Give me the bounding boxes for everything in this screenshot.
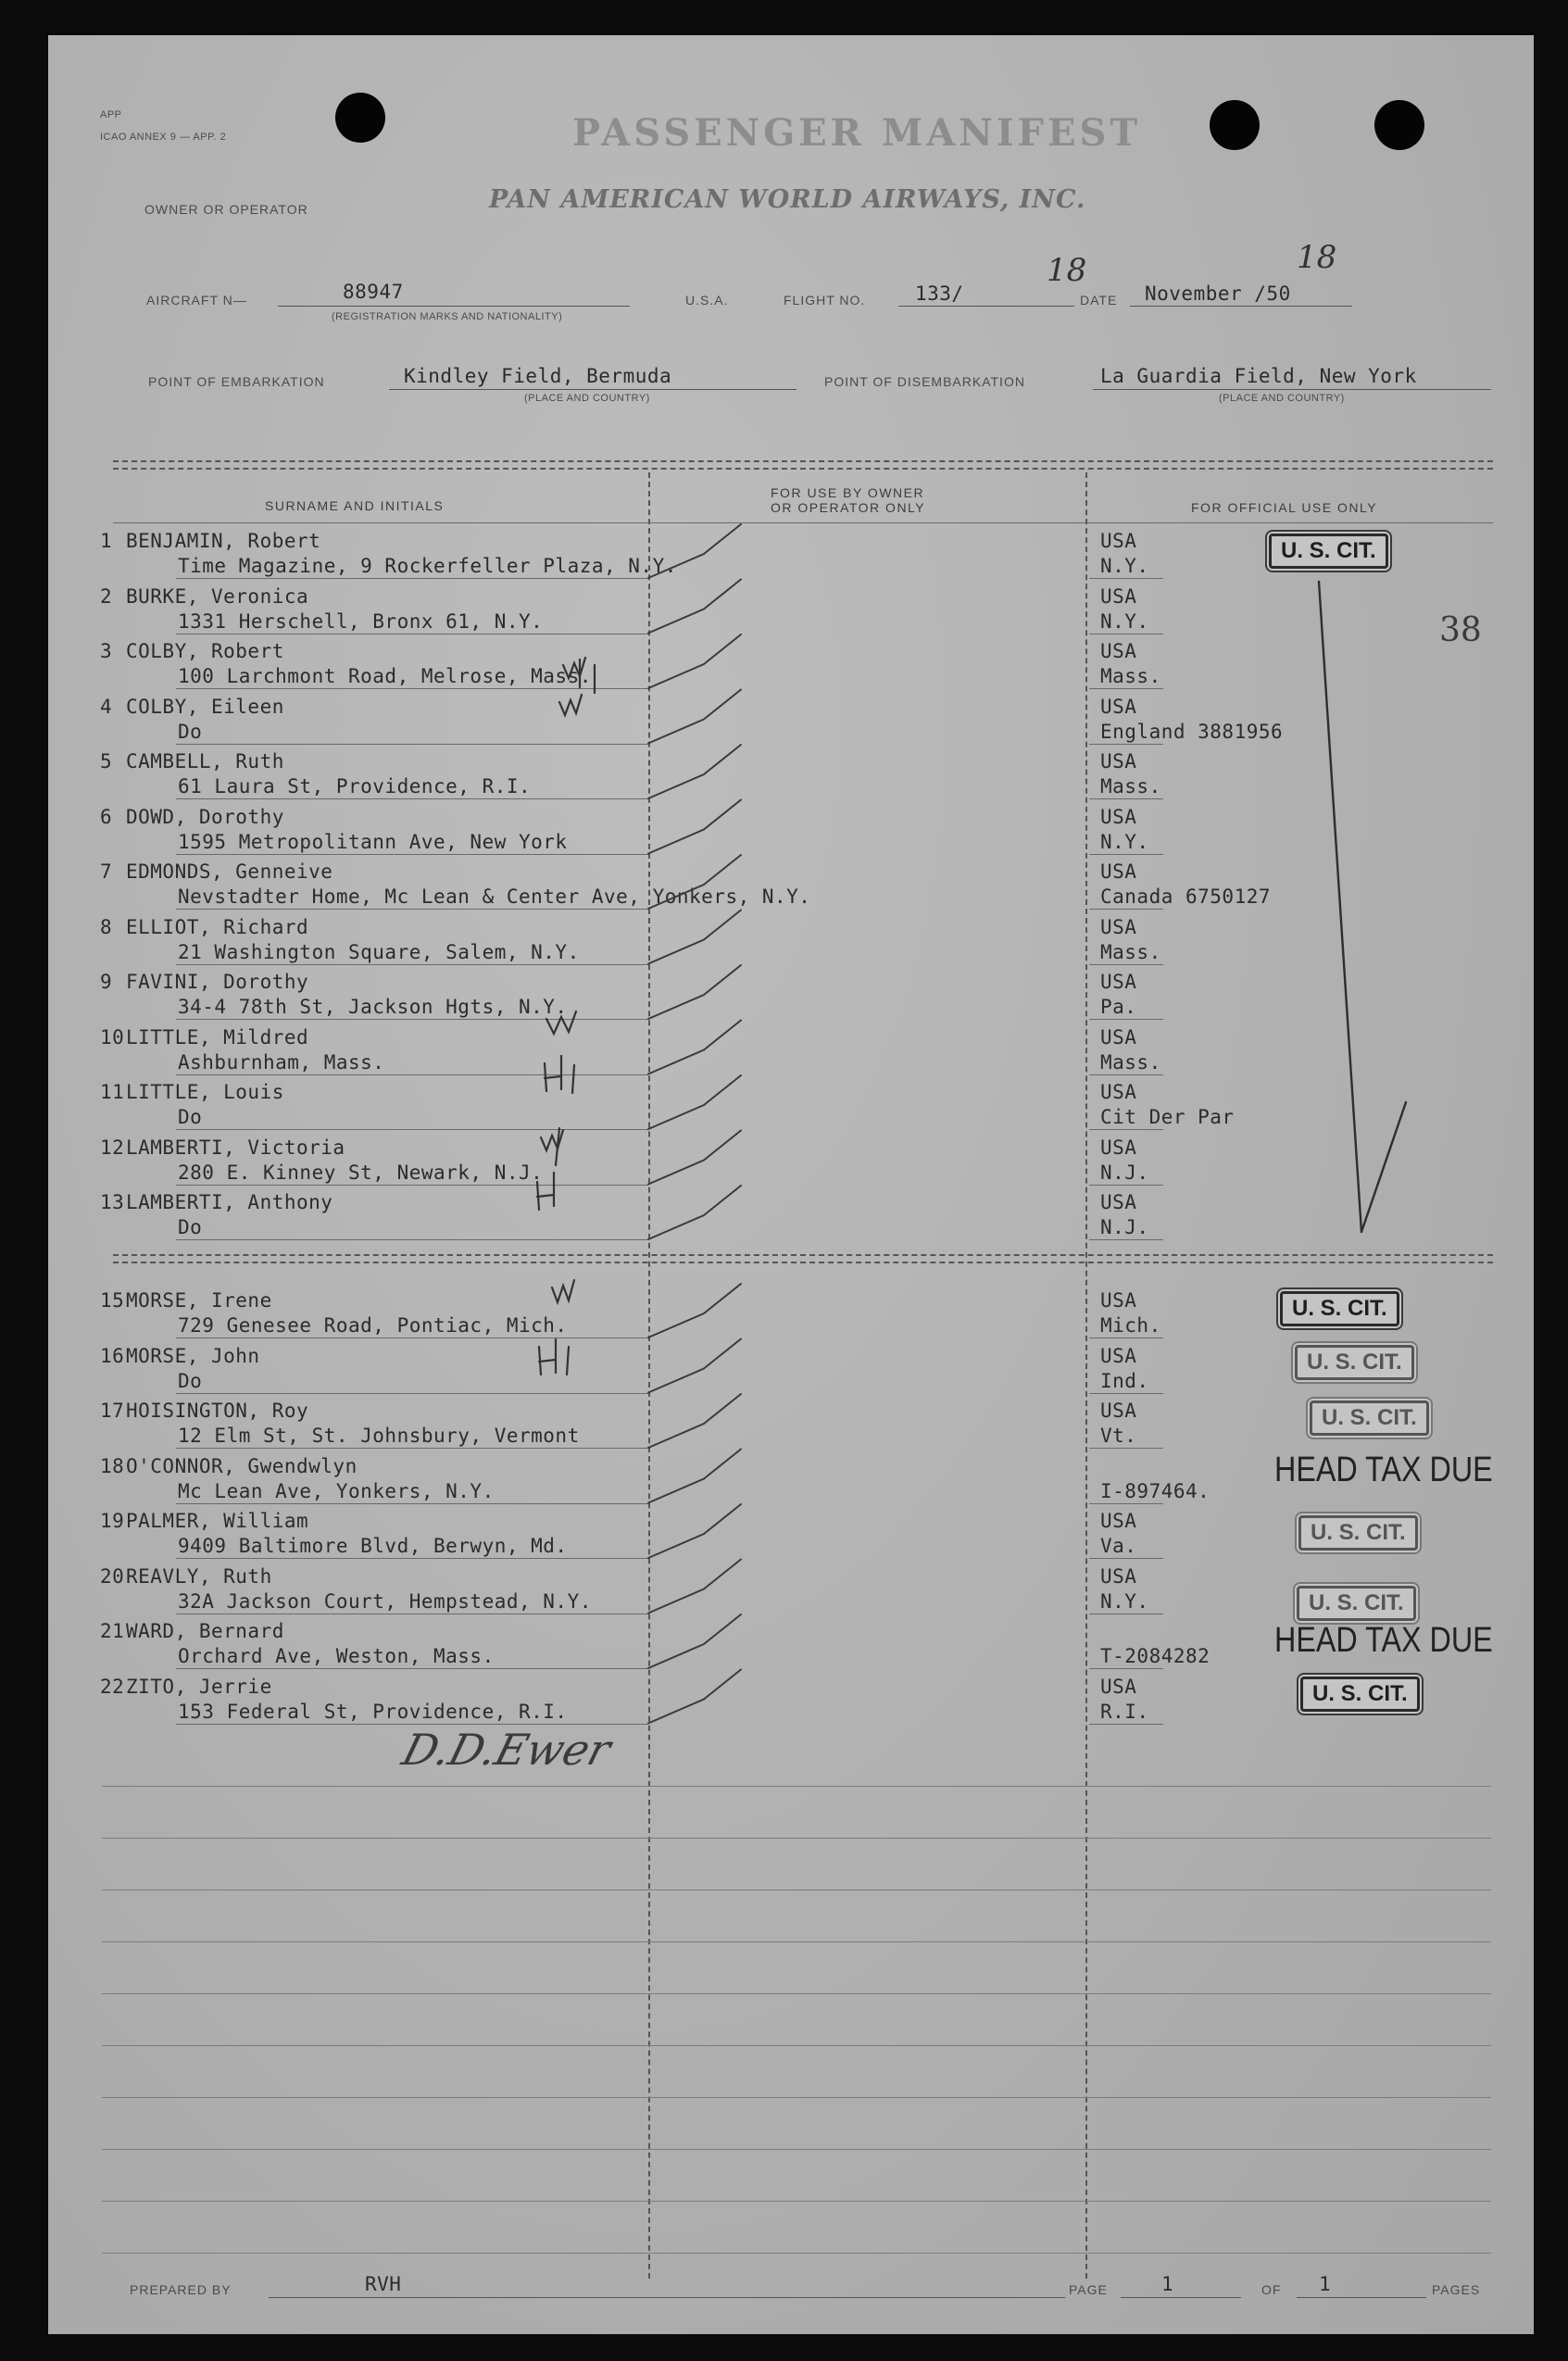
tick-mark	[648, 1614, 741, 1668]
official-nationality: USA	[1100, 1400, 1137, 1422]
official-residence: N.J.	[1100, 1216, 1149, 1238]
official-residence: Ind.	[1100, 1369, 1149, 1392]
of-label: OF	[1261, 2282, 1282, 2297]
official-residence: Mass.	[1100, 1050, 1161, 1074]
owner-label: OWNER OR OPERATOR	[144, 202, 308, 217]
passenger-name: EDMONDS, Genneive	[126, 860, 333, 883]
tick-mark	[648, 855, 741, 909]
official-nationality: USA	[1100, 695, 1137, 718]
official-nationality: USA	[1100, 530, 1137, 552]
official-residence: England 3881956	[1100, 720, 1284, 743]
passenger-address: Nevstadter Home, Mc Lean & Center Ave, Yonkers, N.Y.	[178, 885, 811, 908]
official-nationality: USA	[1100, 1136, 1137, 1159]
head-tax-stamp: HEAD TAX DUE	[1274, 1451, 1493, 1489]
official-nationality: USA	[1100, 1289, 1137, 1312]
official-residence: Mass.	[1100, 665, 1161, 687]
passenger-address: 21 Washington Square, Salem, N.Y.	[178, 940, 580, 963]
official-residence: N.Y.	[1100, 1589, 1149, 1613]
passenger-name: LAMBERTI, Anthony	[126, 1191, 333, 1213]
official-nationality: USA	[1100, 1564, 1137, 1588]
tick-mark	[648, 1021, 741, 1074]
page-label: PAGE	[1069, 2282, 1108, 2297]
tick-mark	[648, 800, 741, 854]
aircraft-sub: (REGISTRATION MARKS AND NATIONALITY)	[332, 311, 563, 322]
usa-label: U.S.A.	[685, 293, 729, 308]
passenger-name: HOISINGTON, Roy	[126, 1400, 309, 1422]
official-residence: Mass.	[1100, 775, 1161, 797]
passenger-address: 34-4 78th St, Jackson Hgts, N.Y.	[178, 996, 568, 1018]
tick-mark	[648, 1504, 741, 1558]
pages-label: PAGES	[1432, 2282, 1481, 2297]
page-count: 1	[1319, 2273, 1332, 2295]
passenger-name: COLBY, Robert	[126, 640, 284, 662]
passenger-address: 9409 Baltimore Blvd, Berwyn, Md.	[178, 1535, 568, 1557]
tick-mark	[648, 1339, 741, 1393]
flight-handwritten: 18	[1047, 252, 1087, 289]
passenger-address: 153 Federal St, Providence, R.I.	[178, 1700, 568, 1723]
official-nationality: USA	[1100, 750, 1137, 772]
official-residence: Mich.	[1100, 1314, 1161, 1337]
form-code-annex: ICAO ANNEX 9 — APP. 2	[100, 132, 227, 143]
official-residence: R.I.	[1100, 1700, 1149, 1723]
date-label: DATE	[1080, 293, 1118, 308]
aircraft-label: AIRCRAFT N—	[146, 293, 247, 308]
disembark-sub: (PLACE AND COUNTRY)	[1219, 393, 1345, 404]
passenger-number: 4	[100, 695, 113, 718]
prepared-by-label: PREPARED BY	[130, 2282, 232, 2297]
passenger-name: COLBY, Eileen	[126, 695, 284, 718]
official-nationality: USA	[1100, 1025, 1137, 1049]
passenger-number: 11	[100, 1081, 125, 1103]
passenger-number: 13	[100, 1191, 125, 1213]
passenger-number: 20	[100, 1564, 125, 1588]
passenger-name: LITTLE, Louis	[126, 1081, 284, 1103]
us-cit-stamp: U. S. CIT.	[1295, 1345, 1414, 1380]
page-number: 1	[1161, 2273, 1174, 2295]
official-nationality: USA	[1100, 1510, 1137, 1532]
passenger-number: 16	[100, 1344, 125, 1367]
passenger-address: 61 Laura St, Providence, R.I.	[178, 775, 532, 797]
passenger-number: 10	[100, 1025, 125, 1049]
passenger-name: LAMBERTI, Victoria	[126, 1136, 345, 1159]
passenger-address: Ashburnham, Mass.	[178, 1050, 385, 1074]
passenger-name: WARD, Bernard	[126, 1620, 284, 1642]
official-residence: I-897464.	[1100, 1479, 1210, 1502]
official-residence: Vt.	[1100, 1425, 1137, 1447]
passenger-number: 19	[100, 1510, 125, 1532]
passenger-name: MORSE, Irene	[126, 1289, 272, 1312]
official-nationality: USA	[1100, 640, 1137, 662]
passenger-number: 3	[100, 640, 113, 662]
passenger-number: 21	[100, 1620, 125, 1642]
prepared-by-value: RVH	[365, 2273, 402, 2295]
official-nationality: USA	[1100, 1675, 1137, 1698]
flight-label: FLIGHT NO.	[784, 293, 866, 308]
us-cit-stamp: U. S. CIT.	[1297, 1586, 1416, 1621]
tick-mark	[648, 1284, 741, 1337]
passenger-name: CAMBELL, Ruth	[126, 750, 284, 772]
passenger-address: 280 E. Kinney St, Newark, N.J.	[178, 1161, 544, 1184]
passenger-number: 22	[100, 1675, 125, 1698]
owner-value: PAN AMERICAN WORLD AIRWAYS, INC.	[489, 185, 1086, 214]
passenger-name: DOWD, Dorothy	[126, 805, 284, 828]
tick-mark	[648, 690, 741, 744]
embark-value: Kindley Field, Bermuda	[404, 365, 672, 387]
passenger-name: MORSE, John	[126, 1344, 260, 1367]
official-nationality: USA	[1100, 584, 1137, 608]
col-header-owner-use: FOR USE BY OWNER	[771, 485, 925, 500]
passenger-address: 12 Elm St, St. Johnsbury, Vermont	[178, 1425, 580, 1447]
page-title: PASSENGER MANIFEST	[572, 111, 1142, 155]
passenger-address: Do	[178, 1216, 203, 1238]
passenger-number: 5	[100, 750, 113, 772]
tick-mark	[648, 1186, 741, 1239]
margin-note: 38	[1439, 611, 1482, 649]
official-residence: N.Y.	[1100, 609, 1149, 633]
official-nationality: USA	[1100, 1344, 1137, 1367]
official-residence: N.Y.	[1100, 830, 1149, 853]
official-nationality: USA	[1100, 860, 1137, 883]
passenger-address: Do	[178, 720, 203, 743]
passenger-number: 7	[100, 860, 113, 883]
passenger-name: ELLIOT, Richard	[126, 915, 309, 938]
embark-label: POINT OF EMBARKATION	[148, 374, 325, 389]
date-handwritten: 18	[1297, 239, 1337, 276]
us-cit-stamp: U. S. CIT.	[1300, 1677, 1420, 1712]
head-tax-stamp: HEAD TAX DUE	[1274, 1621, 1493, 1660]
date-value: November /50	[1145, 283, 1291, 305]
passenger-address: 100 Larchmont Road, Melrose, Mass.	[178, 665, 592, 687]
passenger-address: Do	[178, 1106, 203, 1128]
us-cit-stamp: U. S. CIT.	[1280, 1291, 1399, 1326]
aircraft-value: 88947	[343, 281, 404, 303]
official-residence: Canada 6750127	[1100, 885, 1272, 908]
passenger-number: 8	[100, 915, 113, 938]
passenger-number: 15	[100, 1289, 125, 1312]
passenger-address: 32A Jackson Court, Hempstead, N.Y.	[178, 1589, 592, 1613]
tick-mark	[648, 580, 741, 634]
us-cit-stamp: U. S. CIT.	[1298, 1515, 1418, 1551]
us-cit-stamp: U. S. CIT.	[1269, 534, 1388, 569]
tick-mark	[648, 1131, 741, 1185]
passenger-address: Orchard Ave, Weston, Mass.	[178, 1645, 495, 1667]
passenger-name: PALMER, William	[126, 1510, 309, 1532]
official-residence: T-2084282	[1100, 1645, 1210, 1667]
passenger-name: FAVINI, Dorothy	[126, 971, 309, 993]
flight-value: 133/	[915, 283, 964, 305]
col-header-official: FOR OFFICIAL USE ONLY	[1191, 500, 1378, 515]
tick-mark	[648, 634, 741, 688]
tick-mark	[648, 1560, 741, 1614]
official-nationality: USA	[1100, 971, 1137, 993]
us-cit-stamp: U. S. CIT.	[1310, 1400, 1429, 1436]
official-nationality: USA	[1100, 915, 1137, 938]
tick-mark	[648, 965, 741, 1019]
tick-mark	[648, 524, 741, 578]
official-residence: Va.	[1100, 1535, 1137, 1557]
disembark-value: La Guardia Field, New York	[1100, 365, 1417, 387]
passenger-number: 18	[100, 1454, 125, 1477]
col-header-surname: SURNAME AND INITIALS	[265, 498, 445, 513]
tick-mark	[648, 910, 741, 964]
passenger-number: 6	[100, 805, 113, 828]
passenger-address: Time Magazine, 9 Rockerfeller Plaza, N.Y.	[178, 555, 677, 577]
official-residence: Cit Der Par	[1100, 1106, 1235, 1128]
passenger-number: 2	[100, 584, 113, 608]
disembark-label: POINT OF DISEMBARKATION	[824, 374, 1025, 389]
passenger-number: 12	[100, 1136, 125, 1159]
official-residence: N.J.	[1100, 1161, 1149, 1184]
passenger-name: ZITO, Jerrie	[126, 1675, 272, 1698]
passenger-name: O'CONNOR, Gwendwlyn	[126, 1454, 358, 1477]
embark-sub: (PLACE AND COUNTRY)	[524, 393, 650, 404]
official-residence: Mass.	[1100, 940, 1161, 963]
official-nationality: USA	[1100, 805, 1137, 828]
passenger-address: 1595 Metropolitann Ave, New York	[178, 830, 568, 853]
official-residence: Pa.	[1100, 996, 1137, 1018]
passenger-name: BENJAMIN, Robert	[126, 530, 321, 552]
passenger-address: Do	[178, 1369, 203, 1392]
tick-mark	[648, 1670, 741, 1724]
passenger-name: LITTLE, Mildred	[126, 1025, 309, 1049]
passenger-number: 1	[100, 530, 113, 552]
tick-mark	[648, 745, 741, 798]
passenger-number: 17	[100, 1400, 125, 1422]
col-header-owner-use-2: OR OPERATOR ONLY	[771, 500, 926, 515]
tick-mark	[648, 1075, 741, 1129]
passenger-address: Mc Lean Ave, Yonkers, N.Y.	[178, 1479, 495, 1502]
official-nationality: USA	[1100, 1081, 1137, 1103]
signature: D.D.Ewer	[396, 1725, 617, 1775]
official-nationality: USA	[1100, 1191, 1137, 1213]
official-residence: N.Y.	[1100, 555, 1149, 577]
passenger-address: 1331 Herschell, Bronx 61, N.Y.	[178, 609, 544, 633]
passenger-address: 729 Genesee Road, Pontiac, Mich.	[178, 1314, 568, 1337]
passenger-number: 9	[100, 971, 113, 993]
passenger-name: BURKE, Veronica	[126, 584, 309, 608]
form-code: APP	[100, 109, 122, 120]
passenger-name: REAVLY, Ruth	[126, 1564, 272, 1588]
tick-mark	[648, 1394, 741, 1448]
tick-mark	[648, 1450, 741, 1503]
